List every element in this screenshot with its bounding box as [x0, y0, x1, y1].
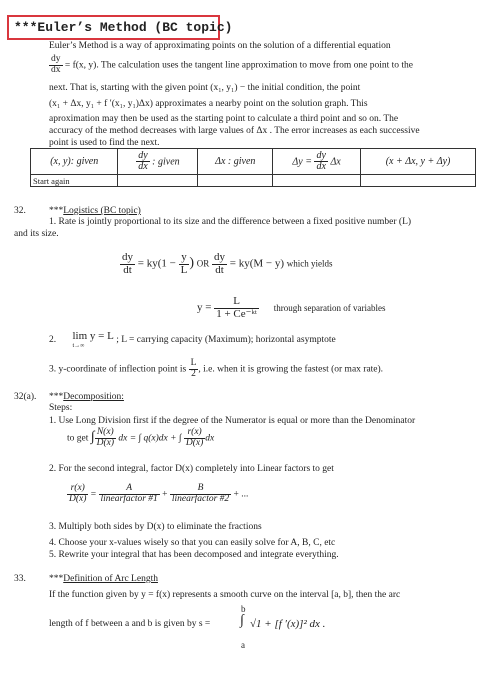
- euler-line2: [49, 55, 413, 76]
- slope-tail: : given: [152, 155, 180, 167]
- heading-prefix: ***: [49, 392, 64, 402]
- euler-line7: point is used to find the next.: [49, 138, 160, 148]
- decomp-step1: 1. Use Long Division first if the degree of the Numerator is equal or more than the Denominator: [49, 416, 416, 426]
- s2-B: B: [170, 484, 231, 495]
- logistic-solution: [197, 296, 386, 320]
- dx-den: dx: [51, 64, 61, 75]
- table-cell-empty: [198, 175, 273, 187]
- integral-sign: ∫: [240, 613, 244, 628]
- s2-tail: + ...: [233, 489, 249, 500]
- s1-D: D(x): [96, 437, 114, 448]
- s1-N: N(x): [95, 428, 116, 439]
- table-cell-start-again: Start again: [31, 175, 118, 187]
- arc-line2: length of f between a and b is given by s =: [49, 619, 211, 629]
- sol-num: L: [214, 296, 259, 309]
- eq-tail: which yields: [286, 258, 333, 269]
- logistics-item1a: 1. Rate is jointly proportional to its size and the difference between a fixed positive number (L): [49, 217, 412, 227]
- table-cell-next-point: (x + Δx, y + Δy): [361, 149, 476, 175]
- decomp-step2: 2. For the second integral, factor D(x) completely into Linear factors to get: [49, 464, 334, 474]
- arc-number: 33.: [14, 574, 26, 584]
- dy-num: dy: [51, 54, 61, 64]
- item2-sub: t→∞: [72, 342, 85, 349]
- toget: to get: [67, 433, 89, 444]
- s2-A: A: [99, 484, 160, 495]
- eq-den: dt: [123, 263, 132, 276]
- eq-b-den: dt: [215, 263, 224, 276]
- table-cell-empty: [118, 175, 198, 187]
- heading-prefix: ***: [49, 206, 64, 216]
- item2-rest: ; L = carrying capacity (Maximum); horizontal asymptote: [116, 335, 336, 346]
- euler-table: [30, 148, 476, 187]
- arc-upper: b: [241, 604, 246, 614]
- s2-r: r(x): [67, 484, 88, 495]
- eq-L: L: [180, 263, 188, 276]
- s2-D: D(x): [69, 493, 87, 504]
- slope-num: dy: [138, 149, 148, 161]
- logistics-item2: [49, 331, 336, 349]
- euler-line3: next. That is, starting with the given point (x₁, y₁) − the initial condition, the point: [49, 83, 361, 93]
- eq-b-num: dy: [214, 251, 225, 263]
- item3-num: L: [190, 358, 197, 368]
- item3-text: 3. y-coordinate of inflection point is: [49, 364, 187, 375]
- dy-tail: Δx: [330, 155, 341, 167]
- sol-lhs: y =: [197, 301, 212, 314]
- table-cell-point: (x, y): given: [31, 149, 118, 175]
- decomp-step3: 3. Multiply both sides by D(x) to eliminate the fractions: [49, 522, 262, 532]
- sol-tail: through separation of variables: [273, 302, 386, 313]
- logistic-equation: [120, 252, 333, 276]
- logistics-item1b: and its size.: [14, 229, 59, 239]
- euler-line2-rest: = f(x, y). The calculation uses the tangent line approximation to move from one point to the: [64, 60, 414, 71]
- eq-b-rhs: = ky(M − y): [229, 257, 285, 270]
- decomp-step5: 5. Rewrite your integral that has been decomposed and integrate everything.: [49, 550, 339, 560]
- decomp-steps: Steps:: [49, 403, 73, 413]
- decomp-number: 32(a).: [14, 392, 37, 402]
- decomp-heading: [49, 392, 124, 402]
- heading-prefix: ***: [49, 574, 64, 584]
- item3-rest: , i.e. when it is growing the fastest (or max rate).: [198, 364, 384, 375]
- decomp-step4: 4. Choose your x-values wisely so that you can easily solve for A, B, C, etc: [49, 538, 336, 548]
- logistics-number: 32.: [14, 206, 26, 216]
- dy-head: Δy =: [292, 155, 312, 167]
- table-cell-dx: Δx : given: [198, 149, 273, 175]
- logistics-heading: [49, 206, 141, 216]
- s1-mid: dx = ∫ q(x)dx + ∫: [118, 433, 182, 444]
- decomp-step2-formula: $\frac{r(x)}{D(x)}$ = $\frac{A}{\text{linearfactor \#1}}$ + $\frac{B}{\text{linearfactor \#2}}$ + ...: [69, 483, 249, 504]
- dy-frac-den: dx: [316, 161, 326, 172]
- item3-den: 2: [191, 368, 196, 379]
- heading-text: Logistics (BC topic): [63, 206, 141, 216]
- s1-end: dx: [205, 433, 215, 444]
- euler-line6: accuracy of the method decreases with large values of Δx . The error increases as each successive: [49, 126, 420, 136]
- euler-line1: Euler’s Method is a way of approximating points on the solution of a differential equation: [49, 41, 391, 51]
- euler-title: ***Euler’s Method (BC topic): [14, 20, 233, 35]
- euler-line4: (x₁ + Δx, y₁ + f ′(x₁, y₁)Δx) approximates a nearby point on the solution graph. This: [49, 99, 368, 109]
- table-cell-empty: [273, 175, 361, 187]
- arc-heading: [49, 574, 158, 584]
- heading-text: Decomposition:: [63, 392, 124, 402]
- dy-frac-num: dy: [316, 149, 326, 161]
- sol-den: 1 + Ce⁻ᵏᵗ: [216, 307, 258, 320]
- table-cell-slope: [118, 149, 198, 175]
- s2-l2: linearfactor #2: [171, 493, 230, 504]
- eq-or: OR: [196, 258, 210, 269]
- item2-num: 2.: [49, 335, 57, 346]
- s2-l1: linearfactor #1: [100, 493, 158, 504]
- euler-line5: aproximation may then be used as the starting point to calculate a third point and so on. The: [49, 114, 399, 124]
- arc-root: √1 + [f ′(x)]² dx .: [250, 618, 326, 630]
- arc-line1: If the function given by y = f(x) represents a smooth curve on the interval [a, b], then the arc: [49, 590, 401, 600]
- arc-lower: a: [241, 640, 245, 650]
- s1-r: r(x): [184, 428, 205, 439]
- logistics-item3: [49, 359, 383, 380]
- table-cell-empty: [361, 175, 476, 187]
- s1-D2: D(x): [185, 437, 204, 448]
- table-cell-dy: [273, 149, 361, 175]
- decomp-step1-formula: to get ∫ $\frac{N(x)}{D(x)}$ dx = ∫ q(x)dx + ∫ $\frac{r(x)}{D(x)}$ dx: [67, 427, 215, 448]
- heading-text: Definition of Arc Length: [63, 574, 158, 584]
- slope-den: dx: [138, 161, 148, 172]
- eq-num: dy: [122, 251, 133, 263]
- eq-mid: = ky(1 −: [137, 257, 176, 270]
- eq-y: y: [179, 252, 190, 265]
- item2-lim: lim y = L: [72, 330, 114, 342]
- eq-close: ): [189, 255, 194, 271]
